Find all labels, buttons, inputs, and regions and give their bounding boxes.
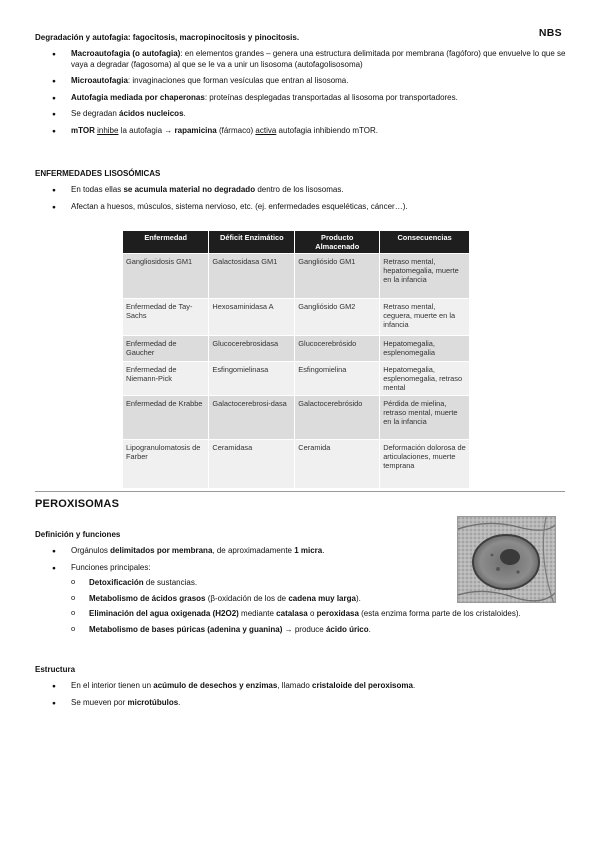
- list-item: ● Microautofagia: invaginaciones que forman vesículas que entran al lisosoma.: [52, 76, 572, 87]
- table-row: [123, 396, 470, 440]
- table-cell: Glucocerebrósido: [295, 336, 380, 362]
- column-header: Consecuencias: [380, 231, 470, 254]
- sub-list-item: o Metabolismo de bases púricas (adenina y guanina) → produce ácido úrico.: [71, 625, 572, 636]
- subsection-title-estructura: Estructura: [35, 665, 76, 674]
- section-divider: [35, 491, 565, 492]
- list-item: ● mTOR inhibe la autofagia → rapamicina (fármaco) activa autofagia inhibiendo mTOR.: [52, 126, 572, 137]
- sub-list-item: o Metabolismo de ácidos grasos (β-oxidación de los de cadena muy larga).: [71, 594, 572, 605]
- table-cell: Hepatomegalia, esplenomegalia: [380, 336, 470, 362]
- table-cell: Enfermedad de Niemann-Pick: [123, 362, 209, 396]
- table-cell: Galactosidasa GM1: [209, 254, 295, 299]
- table-cell: Esfingomielinasa: [209, 362, 295, 396]
- table-cell: Retraso mental, hepatomegalia, muerte en la infancia: [380, 254, 470, 299]
- section-title-autofagia: Degradación y autofagia: fagocitosis, macropinocitosis y pinocitosis.: [35, 33, 300, 42]
- table-row: [123, 440, 470, 488]
- author-initials: NBS: [538, 27, 562, 39]
- table-cell: Glucocerebrosidasa: [209, 336, 295, 362]
- table-cell: Enfermedad de Tay-Sachs: [123, 299, 209, 336]
- sub-list-item: o Detoxificación de sustancias.: [71, 578, 572, 589]
- lisosomicas-list: [52, 185, 572, 218]
- section-title-peroxisomas: PEROXISOMAS: [35, 498, 120, 510]
- table-cell: Enfermedad de Gaucher: [123, 336, 209, 362]
- list-item: ● Macroautofagia (o autofagia): en elementos grandes – genera una estructura delimitada por membrana (fagóforo) que envuelve lo que se vaya a degradar (fagosoma) al que se le va a unir un lisosoma (autofagolisosoma): [52, 49, 572, 70]
- list-item: ● Se degradan ácidos nucleicos.: [52, 109, 572, 120]
- table-cell: Pérdida de mielina, retraso mental, muerte en la infancia: [380, 396, 470, 440]
- list-item: ● Afectan a huesos, músculos, sistema nervioso, etc. (ej. enfermedades esqueléticas, cáncer…).: [52, 202, 572, 213]
- table-cell: Gangliósido GM2: [295, 299, 380, 336]
- list-item: ● En todas ellas se acumula material no degradado dentro de los lisosomas.: [52, 185, 572, 196]
- table-cell: Deformación dolorosa de articulaciones, muerte temprana: [380, 440, 470, 488]
- table-cell: Retraso mental, ceguera, muerte en la infancia: [380, 299, 470, 336]
- table-row: [123, 254, 470, 299]
- table-cell: Esfingomielina: [295, 362, 380, 396]
- sub-list-item: o Eliminación del agua oxigenada (H2O2) mediante catalasa o peroxidasa (esta enzima forma parte de los cristaloides).: [71, 609, 572, 620]
- subsection-title-definicion: Definición y funciones: [35, 530, 121, 539]
- list-item: ● Funciones principales: o Detoxificación de sustancias. o Metabolismo de ácidos grasos (β-oxidación de los de cadena muy larga). o Eliminación del agua oxigenada (H2O2) mediante catalasa o peroxidasa (esta enzima forma parte de los cristaloides). o Metabolismo de bases púricas (adenina y guanina) → produce ácido úrico.: [52, 563, 572, 636]
- table-cell: Ceramida: [295, 440, 380, 488]
- list-item: ● Autofagia mediada por chaperonas: proteínas desplegadas transportadas al lisosoma por transportadores.: [52, 93, 572, 104]
- table-cell: Gangliosidosis GM1: [123, 254, 209, 299]
- column-header: Déficit Enzimático: [209, 231, 295, 254]
- peroxisome-micrograph: [457, 516, 556, 603]
- table-cell: Galactocerebrósido: [295, 396, 380, 440]
- table-header-row: [123, 231, 470, 254]
- table-cell: Lipogranulomatosis de Farber: [123, 440, 209, 488]
- table-row: [123, 362, 470, 396]
- list-item: ● En el interior tienen un acúmulo de desechos y enzimas, llamado cristaloide del peroxisoma.: [52, 681, 572, 692]
- table-cell: Galactocerebrosi-dasa: [209, 396, 295, 440]
- list-item: ● Orgánulos delimitados por membrana, de aproximadamente 1 micra.: [52, 546, 572, 557]
- autofagia-list: [52, 49, 572, 142]
- table-cell: Gangliósido GM1: [295, 254, 380, 299]
- section-title-lisosomicas: ENFERMEDADES LISOSÓMICAS: [35, 169, 161, 178]
- table-cell: Hepatomegalia, esplenomegalia, retraso mental: [380, 362, 470, 396]
- table-cell: Enfermedad de Krabbe: [123, 396, 209, 440]
- lysosomal-diseases-table: [123, 231, 470, 488]
- column-header: Enfermedad: [123, 231, 209, 254]
- table-row: [123, 336, 470, 362]
- table-cell: Hexosaminidasa A: [209, 299, 295, 336]
- table-cell: Ceramidasa: [209, 440, 295, 488]
- list-item: ● Se mueven por microtúbulos.: [52, 698, 572, 709]
- table-row: [123, 299, 470, 336]
- micrograph-image: [458, 517, 556, 603]
- column-header: Producto Almacenado: [295, 231, 380, 254]
- estructura-list: [52, 681, 572, 714]
